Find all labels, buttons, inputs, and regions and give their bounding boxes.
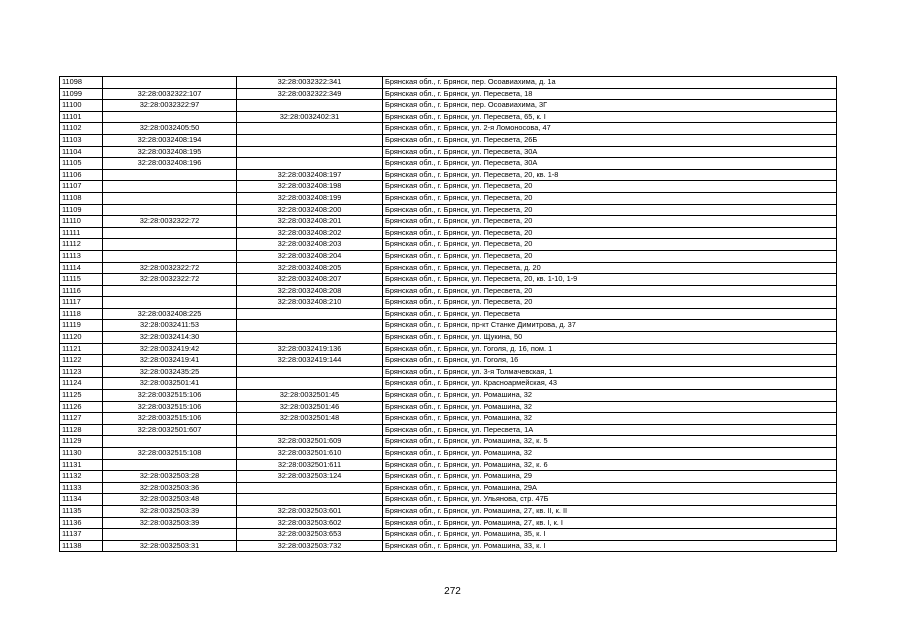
row-number-cell: 11123 [60,366,103,378]
row-number-cell: 11108 [60,192,103,204]
row-number-cell: 11110 [60,216,103,228]
object-cadastral-number-cell: 32:28:0032501:609 [237,436,383,448]
cadastral-number-cell: 32:28:0032411:53 [103,320,237,332]
address-cell: Брянская обл., г. Брянск, ул. Пересвета, 18 [383,88,837,100]
table-row [60,216,837,228]
row-number-cell: 11109 [60,204,103,216]
object-cadastral-number-cell: 32:28:0032501:46 [237,401,383,413]
table-row [60,285,837,297]
address-cell: Брянская обл., г. Брянск, ул. Ромашина, 33, к. I [383,540,837,552]
table-row [60,308,837,320]
row-number-cell: 11098 [60,77,103,89]
table-row [60,77,837,89]
object-cadastral-number-cell: 32:28:0032408:210 [237,297,383,309]
table-row [60,320,837,332]
row-number-cell: 11118 [60,308,103,320]
cadastral-number-cell [103,204,237,216]
cadastral-number-cell [103,77,237,89]
object-cadastral-number-cell: 32:28:0032408:202 [237,227,383,239]
cadastral-number-cell [103,227,237,239]
object-cadastral-number-cell: 32:28:0032408:198 [237,181,383,193]
row-number-cell: 11107 [60,181,103,193]
cadastral-number-cell: 32:28:0032515:108 [103,448,237,460]
table-row [60,540,837,552]
cadastral-number-cell: 32:28:0032503:48 [103,494,237,506]
object-cadastral-number-cell [237,482,383,494]
table-row [60,297,837,309]
table-row [60,250,837,262]
table-row [60,424,837,436]
row-number-cell: 11117 [60,297,103,309]
address-cell: Брянская обл., г. Брянск, ул. Пересвета, 1А [383,424,837,436]
address-cell: Брянская обл., г. Брянск, ул. Пересвета, 20 [383,285,837,297]
cadastral-number-cell [103,111,237,123]
cadastral-number-cell: 32:28:0032322:72 [103,274,237,286]
cadastral-number-cell: 32:28:0032515:106 [103,413,237,425]
row-number-cell: 11134 [60,494,103,506]
object-cadastral-number-cell: 32:28:0032408:203 [237,239,383,251]
row-number-cell: 11129 [60,436,103,448]
address-cell: Брянская обл., г. Брянск, ул. 2-я Ломоносова, 47 [383,123,837,135]
address-cell: Брянская обл., г. Брянск, ул. Ромашина, 29А [383,482,837,494]
object-cadastral-number-cell: 32:28:0032408:201 [237,216,383,228]
object-cadastral-number-cell [237,146,383,158]
cadastral-number-cell: 32:28:0032322:72 [103,216,237,228]
cadastral-number-cell: 32:28:0032414:30 [103,332,237,344]
object-cadastral-number-cell [237,158,383,170]
table-row [60,459,837,471]
address-cell: Брянская обл., г. Брянск, ул. Пересвета, 30А [383,158,837,170]
table-row [60,366,837,378]
table-row [60,436,837,448]
row-number-cell: 11124 [60,378,103,390]
table-row [60,262,837,274]
table-row [60,192,837,204]
table-row [60,146,837,158]
row-number-cell: 11127 [60,413,103,425]
address-cell: Брянская обл., г. Брянск, ул. Ромашина, 32, к. 5 [383,436,837,448]
row-number-cell: 11137 [60,529,103,541]
address-cell: Брянская обл., г. Брянск, ул. Гоголя, д. 16, пом. 1 [383,343,837,355]
object-cadastral-number-cell: 32:28:0032408:197 [237,169,383,181]
row-number-cell: 11113 [60,250,103,262]
cadastral-number-cell: 32:28:0032501:607 [103,424,237,436]
table-row [60,100,837,112]
table-row [60,274,837,286]
row-number-cell: 11106 [60,169,103,181]
cadastral-number-cell: 32:28:0032322:107 [103,88,237,100]
row-number-cell: 11102 [60,123,103,135]
table-row [60,134,837,146]
cadastral-number-cell: 32:28:0032408:194 [103,134,237,146]
address-cell: Брянская обл., г. Брянск, ул. Ромашина, 32 [383,448,837,460]
table-row [60,227,837,239]
cadastral-number-cell: 32:28:0032419:42 [103,343,237,355]
object-cadastral-number-cell [237,320,383,332]
object-cadastral-number-cell: 32:28:0032503:732 [237,540,383,552]
row-number-cell: 11131 [60,459,103,471]
address-cell: Брянская обл., г. Брянск, ул. Ромашина, 27, кв. I, к. I [383,517,837,529]
registry-table [59,76,837,552]
page-number: 272 [444,586,461,597]
table-row [60,169,837,181]
cadastral-number-cell: 32:28:0032503:39 [103,505,237,517]
address-cell: Брянская обл., г. Брянск, ул. Пересвета, 20, кв. 1-8 [383,169,837,181]
cadastral-number-cell [103,239,237,251]
object-cadastral-number-cell: 32:28:0032322:341 [237,77,383,89]
row-number-cell: 11099 [60,88,103,100]
table-row [60,204,837,216]
cadastral-number-cell [103,436,237,448]
table-row [60,343,837,355]
table-row [60,471,837,483]
table-row [60,158,837,170]
object-cadastral-number-cell [237,332,383,344]
address-cell: Брянская обл., г. Брянск, ул. Пересвета, 20, кв. 1-10, 1-9 [383,274,837,286]
table-row [60,529,837,541]
cadastral-number-cell [103,459,237,471]
row-number-cell: 11138 [60,540,103,552]
row-number-cell: 11133 [60,482,103,494]
object-cadastral-number-cell: 32:28:0032408:207 [237,274,383,286]
row-number-cell: 11116 [60,285,103,297]
cadastral-number-cell: 32:28:0032322:72 [103,262,237,274]
cadastral-number-cell: 32:28:0032503:31 [103,540,237,552]
cadastral-number-cell [103,192,237,204]
address-cell: Брянская обл., г. Брянск, ул. Пересвета, 30А [383,146,837,158]
object-cadastral-number-cell: 32:28:0032419:144 [237,355,383,367]
row-number-cell: 11114 [60,262,103,274]
row-number-cell: 11105 [60,158,103,170]
object-cadastral-number-cell: 32:28:0032402:31 [237,111,383,123]
row-number-cell: 11126 [60,401,103,413]
object-cadastral-number-cell: 32:28:0032322:349 [237,88,383,100]
table-row [60,401,837,413]
address-cell: Брянская обл., г. Брянск, ул. Гоголя, 16 [383,355,837,367]
row-number-cell: 11135 [60,505,103,517]
cadastral-number-cell: 32:28:0032408:225 [103,308,237,320]
address-cell: Брянская обл., г. Брянск, пр-кт Станке Димитрова, д. 37 [383,320,837,332]
address-cell: Брянская обл., г. Брянск, ул. Ромашина, 32, к. 6 [383,459,837,471]
table-row [60,355,837,367]
address-cell: Брянская обл., г. Брянск, ул. Ромашина, 32 [383,401,837,413]
row-number-cell: 11115 [60,274,103,286]
object-cadastral-number-cell: 32:28:0032408:200 [237,204,383,216]
address-cell: Брянская обл., г. Брянск, ул. Пересвета, 65, к. I [383,111,837,123]
row-number-cell: 11111 [60,227,103,239]
cadastral-number-cell [103,297,237,309]
address-cell: Брянская обл., г. Брянск, ул. Ромашина, 32 [383,390,837,402]
address-cell: Брянская обл., г. Брянск, ул. Пересвета, 20 [383,192,837,204]
table-row [60,332,837,344]
cadastral-number-cell: 32:28:0032408:195 [103,146,237,158]
object-cadastral-number-cell [237,134,383,146]
table-row [60,482,837,494]
table-row [60,448,837,460]
object-cadastral-number-cell [237,378,383,390]
address-cell: Брянская обл., г. Брянск, ул. Пересвета, 20 [383,227,837,239]
cadastral-number-cell: 32:28:0032322:97 [103,100,237,112]
cadastral-number-cell: 32:28:0032503:36 [103,482,237,494]
registry-table-body [60,77,837,552]
cadastral-number-cell: 32:28:0032408:196 [103,158,237,170]
object-cadastral-number-cell: 32:28:0032419:136 [237,343,383,355]
object-cadastral-number-cell [237,308,383,320]
table-row [60,123,837,135]
object-cadastral-number-cell: 32:28:0032408:204 [237,250,383,262]
object-cadastral-number-cell: 32:28:0032503:602 [237,517,383,529]
row-number-cell: 11112 [60,239,103,251]
row-number-cell: 11100 [60,100,103,112]
object-cadastral-number-cell: 32:28:0032501:45 [237,390,383,402]
cadastral-number-cell: 32:28:0032515:106 [103,390,237,402]
address-cell: Брянская обл., г. Брянск, ул. Пересвета, д. 20 [383,262,837,274]
address-cell: Брянская обл., г. Брянск, ул. Пересвета [383,308,837,320]
address-cell: Брянская обл., г. Брянск, ул. Пересвета, 20 [383,216,837,228]
row-number-cell: 11122 [60,355,103,367]
cadastral-number-cell: 32:28:0032501:41 [103,378,237,390]
table-row [60,517,837,529]
row-number-cell: 11104 [60,146,103,158]
cadastral-number-cell: 32:28:0032405:50 [103,123,237,135]
object-cadastral-number-cell: 32:28:0032408:208 [237,285,383,297]
object-cadastral-number-cell [237,100,383,112]
table-row [60,494,837,506]
cadastral-number-cell [103,169,237,181]
cadastral-number-cell [103,529,237,541]
address-cell: Брянская обл., г. Брянск, ул. Пересвета, 20 [383,181,837,193]
object-cadastral-number-cell: 32:28:0032408:205 [237,262,383,274]
address-cell: Брянская обл., г. Брянск, ул. Пересвета, 20 [383,239,837,251]
object-cadastral-number-cell [237,424,383,436]
address-cell: Брянская обл., г. Брянск, пер. Осоавиахима, 3Г [383,100,837,112]
cadastral-number-cell: 32:28:0032435:25 [103,366,237,378]
address-cell: Брянская обл., г. Брянск, ул. Красноармейская, 43 [383,378,837,390]
object-cadastral-number-cell: 32:28:0032501:610 [237,448,383,460]
address-cell: Брянская обл., г. Брянск, ул. Ромашина, 27, кв. II, к. II [383,505,837,517]
row-number-cell: 11121 [60,343,103,355]
cadastral-number-cell: 32:28:0032503:39 [103,517,237,529]
row-number-cell: 11101 [60,111,103,123]
table-row [60,111,837,123]
table-row [60,239,837,251]
address-cell: Брянская обл., г. Брянск, ул. Пересвета, 26Б [383,134,837,146]
address-cell: Брянская обл., г. Брянск, ул. Пересвета, 20 [383,204,837,216]
row-number-cell: 11125 [60,390,103,402]
address-cell: Брянская обл., г. Брянск, ул. Пересвета, 20 [383,250,837,262]
address-cell: Брянская обл., г. Брянск, пер. Осоавиахима, д. 1а [383,77,837,89]
cadastral-number-cell [103,250,237,262]
row-number-cell: 11119 [60,320,103,332]
address-cell: Брянская обл., г. Брянск, ул. 3-я Толмачевская, 1 [383,366,837,378]
address-cell: Брянская обл., г. Брянск, ул. Ромашина, 35, к. I [383,529,837,541]
object-cadastral-number-cell: 32:28:0032503:601 [237,505,383,517]
object-cadastral-number-cell: 32:28:0032408:199 [237,192,383,204]
address-cell: Брянская обл., г. Брянск, ул. Ульянова, стр. 47Б [383,494,837,506]
address-cell: Брянская обл., г. Брянск, ул. Щукина, 50 [383,332,837,344]
table-row [60,378,837,390]
row-number-cell: 11132 [60,471,103,483]
object-cadastral-number-cell [237,366,383,378]
address-cell: Брянская обл., г. Брянск, ул. Ромашина, 32 [383,413,837,425]
object-cadastral-number-cell [237,494,383,506]
table-row [60,390,837,402]
object-cadastral-number-cell: 32:28:0032503:124 [237,471,383,483]
row-number-cell: 11136 [60,517,103,529]
table-row [60,88,837,100]
cadastral-number-cell: 32:28:0032419:41 [103,355,237,367]
cadastral-number-cell [103,181,237,193]
cadastral-number-cell: 32:28:0032503:28 [103,471,237,483]
cadastral-number-cell [103,285,237,297]
object-cadastral-number-cell: 32:28:0032501:48 [237,413,383,425]
table-row [60,413,837,425]
row-number-cell: 11103 [60,134,103,146]
row-number-cell: 11130 [60,448,103,460]
object-cadastral-number-cell: 32:28:0032501:611 [237,459,383,471]
address-cell: Брянская обл., г. Брянск, ул. Пересвета, 20 [383,297,837,309]
row-number-cell: 11120 [60,332,103,344]
table-row [60,181,837,193]
object-cadastral-number-cell [237,123,383,135]
row-number-cell: 11128 [60,424,103,436]
cadastral-number-cell: 32:28:0032515:106 [103,401,237,413]
address-cell: Брянская обл., г. Брянск, ул. Ромашина, 29 [383,471,837,483]
table-row [60,505,837,517]
object-cadastral-number-cell: 32:28:0032503:653 [237,529,383,541]
